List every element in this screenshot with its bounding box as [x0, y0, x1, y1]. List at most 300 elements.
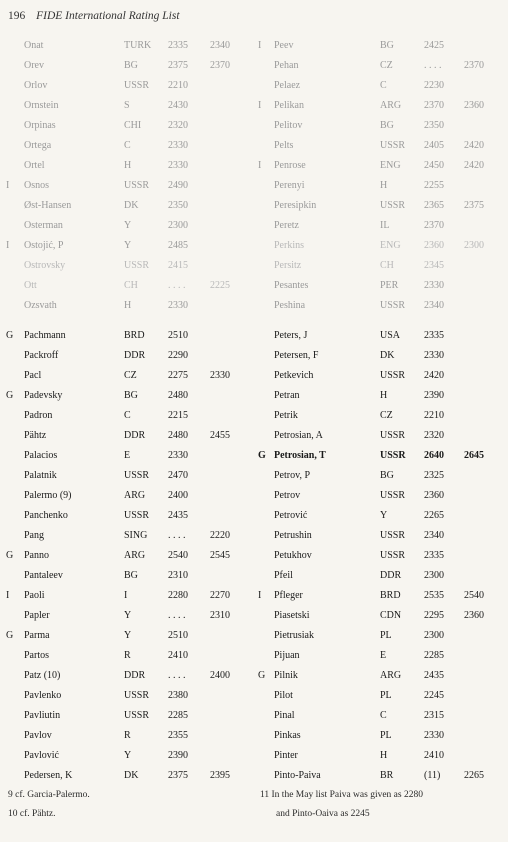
player-name: Panchenko [24, 510, 68, 521]
rating-row [258, 366, 504, 386]
rating-row [6, 566, 246, 586]
player-name: Padevsky [24, 390, 63, 401]
player-name: Pedersen, K [24, 770, 73, 781]
player-name: Pang [24, 530, 44, 541]
player-name: Pacl [24, 370, 42, 381]
player-title: G [6, 550, 14, 561]
rating-1: 2335 [424, 330, 444, 341]
player-country: USSR [380, 300, 406, 311]
player-name: Pavlov [24, 730, 52, 741]
rating-2: 2540 [464, 590, 484, 601]
footnote-11 [260, 786, 504, 824]
right-column [258, 36, 504, 786]
rating-row [258, 276, 504, 296]
rating-row [258, 196, 504, 216]
player-title: G [6, 330, 14, 341]
footnote-11-line1: 11 In the May list Paiva was given as 2280 [260, 790, 423, 800]
rating-row [6, 346, 246, 366]
player-country: H [124, 160, 132, 171]
rating-1: 2320 [168, 120, 188, 131]
player-name: Orpinas [24, 120, 56, 131]
player-country: BG [380, 470, 394, 481]
rating-row [6, 486, 246, 506]
rating-1: 2285 [424, 650, 444, 661]
player-country: BR [380, 770, 394, 781]
player-country: S [124, 100, 130, 111]
rating-row [6, 136, 246, 156]
rating-2: 2400 [210, 670, 230, 681]
rating-1: 2345 [424, 260, 444, 271]
rating-row [258, 406, 504, 426]
player-country: E [380, 650, 387, 661]
player-country: ENG [380, 240, 401, 251]
rating-2: 2300 [464, 240, 484, 251]
rating-1: 2330 [424, 350, 444, 361]
player-name: Pelitov [274, 120, 303, 131]
left-main-section [6, 326, 246, 786]
rating-row [258, 236, 504, 256]
rating-row [6, 666, 246, 686]
rating-row [6, 766, 246, 786]
rating-1: 2480 [168, 430, 188, 441]
page-number: 196 [8, 10, 26, 22]
rating-1: 2330 [168, 300, 188, 311]
player-title: G [258, 450, 266, 461]
player-name: Pinkas [274, 730, 301, 741]
player-country: USSR [124, 710, 150, 721]
rating-row [258, 506, 504, 526]
player-country: PL [380, 630, 392, 641]
rating-1: 2390 [424, 390, 444, 401]
rating-1: 2485 [168, 240, 188, 251]
player-country: PER [380, 280, 399, 291]
rating-row [258, 486, 504, 506]
rating-1: 2490 [168, 180, 188, 191]
player-name: Ostrovsky [24, 260, 66, 271]
player-name: Partos [24, 650, 49, 661]
rating-1: 2215 [168, 410, 188, 421]
player-country: ARG [380, 670, 402, 681]
player-country: Y [124, 610, 132, 621]
player-country: USSR [124, 180, 150, 191]
player-country: CZ [124, 370, 137, 381]
rating-2: 2395 [210, 770, 230, 781]
rating-row [258, 96, 504, 116]
rating-row [6, 706, 246, 726]
rating-1: . . . . [168, 670, 186, 681]
player-title: I [258, 40, 262, 51]
rating-1: 2370 [424, 220, 444, 231]
player-country: USSR [380, 450, 406, 461]
player-name: Pinter [274, 750, 298, 761]
rating-row [6, 546, 246, 566]
rating-1: 2415 [168, 260, 188, 271]
rating-1: 2405 [424, 140, 444, 151]
rating-1: 2425 [424, 40, 444, 51]
player-name: Pavlenko [24, 690, 62, 701]
rating-1: 2535 [424, 590, 444, 601]
rating-row [258, 646, 504, 666]
player-country: USSR [380, 490, 406, 501]
player-name: Peev [274, 40, 294, 51]
player-name: Petrushin [274, 530, 312, 541]
rating-row [6, 426, 246, 446]
player-name: Palermo (9) [24, 490, 72, 501]
rating-row [6, 296, 246, 316]
player-country: USSR [380, 530, 406, 541]
player-name: Peshina [274, 300, 306, 311]
player-name: Peters, J [274, 330, 308, 341]
player-country: H [124, 300, 132, 311]
player-name: Pelaez [274, 80, 301, 91]
player-title: I [6, 590, 10, 601]
player-country: CHI [124, 120, 142, 131]
player-country: C [380, 710, 387, 721]
player-country: H [380, 180, 388, 191]
player-country: CZ [380, 60, 393, 71]
player-name: Orev [24, 60, 44, 71]
rating-2: 2265 [464, 770, 484, 781]
rating-row [6, 256, 246, 276]
rating-1: 2265 [424, 510, 444, 521]
rating-row [6, 36, 246, 56]
player-country: I [124, 590, 128, 601]
rating-2: 2340 [210, 40, 230, 51]
rating-row [258, 36, 504, 56]
rating-row [258, 586, 504, 606]
rating-2: 2310 [210, 610, 230, 621]
player-name: Pehan [274, 60, 299, 71]
rating-1: 2245 [424, 690, 444, 701]
player-country: PL [380, 690, 392, 701]
rating-row [258, 136, 504, 156]
rating-1: 2390 [168, 750, 188, 761]
rating-1: 2330 [424, 730, 444, 741]
rating-1: 2400 [168, 490, 188, 501]
player-country: USSR [124, 80, 150, 91]
rating-2: 2375 [464, 200, 484, 211]
player-name: Padron [24, 410, 53, 421]
rating-1: (11) [424, 770, 441, 781]
rating-row [258, 606, 504, 626]
rating-row [6, 276, 246, 296]
rating-1: 2295 [424, 610, 444, 621]
left-faint-section [6, 36, 246, 316]
rating-2: 2360 [464, 610, 484, 621]
rating-1: 2280 [168, 590, 188, 601]
rating-row [6, 446, 246, 466]
rating-1: 2340 [424, 530, 444, 541]
rating-2: 2455 [210, 430, 230, 441]
player-name: Pavliutin [24, 710, 61, 721]
player-country: BG [124, 390, 138, 401]
player-name: Ortel [24, 160, 45, 171]
rating-1: 2230 [424, 80, 444, 91]
rating-row [258, 526, 504, 546]
rating-row [258, 766, 504, 786]
rating-row [258, 156, 504, 176]
player-country: H [380, 750, 388, 761]
player-name: Petrov [274, 490, 301, 501]
player-country: C [124, 410, 131, 421]
player-title: I [258, 160, 262, 171]
player-country: USSR [380, 200, 406, 211]
rating-row [6, 746, 246, 766]
rating-1: 2310 [168, 570, 188, 581]
player-name: Pilnik [274, 670, 298, 681]
player-title: I [6, 180, 10, 191]
player-name: Parma [24, 630, 50, 641]
player-country: BRD [380, 590, 401, 601]
rating-1: 2315 [424, 710, 444, 721]
player-title: G [6, 390, 14, 401]
player-name: Pavlović [24, 750, 59, 761]
player-country: ENG [380, 160, 401, 171]
rating-row [6, 726, 246, 746]
footnote-9: 9 cf. Garcia-Palermo. [8, 790, 90, 800]
rating-1: 2410 [424, 750, 444, 761]
player-country: IL [380, 220, 390, 231]
player-name: Orlov [24, 80, 48, 91]
rating-row [6, 216, 246, 236]
player-name: Perkins [274, 240, 304, 251]
player-name: Pelts [274, 140, 294, 151]
rating-1: 2430 [168, 100, 188, 111]
rating-row [258, 176, 504, 196]
player-country: DK [124, 770, 139, 781]
player-name: Pähtz [24, 430, 47, 441]
player-country: USA [380, 330, 401, 341]
rating-1: 2365 [424, 200, 444, 211]
rating-1: 2300 [424, 570, 444, 581]
rating-row [6, 606, 246, 626]
rating-row [258, 116, 504, 136]
player-name: Peretz [274, 220, 299, 231]
rating-1: 2540 [168, 550, 188, 561]
page-header [8, 10, 180, 22]
player-name: Piasetski [274, 610, 310, 621]
rating-row [258, 546, 504, 566]
rating-1: 2370 [424, 100, 444, 111]
rating-2: 2225 [210, 280, 230, 291]
player-country: PL [380, 730, 392, 741]
player-country: CH [124, 280, 138, 291]
rating-row [258, 566, 504, 586]
rating-row [258, 446, 504, 466]
rating-1: 2335 [424, 550, 444, 561]
rating-row [6, 626, 246, 646]
player-country: Y [124, 750, 132, 761]
player-name: Pesantes [274, 280, 309, 291]
page-title: FIDE International Rating List [36, 10, 180, 22]
rating-1: 2420 [424, 370, 444, 381]
rating-1: 2330 [168, 450, 188, 461]
rating-1: 2320 [424, 430, 444, 441]
player-country: DK [124, 200, 139, 211]
rating-2: 2220 [210, 530, 230, 541]
player-country: C [380, 80, 387, 91]
player-country: DDR [124, 350, 146, 361]
player-country: Y [380, 510, 388, 521]
player-name: Palatnik [24, 470, 57, 481]
player-country: CH [380, 260, 394, 271]
rating-1: 2435 [424, 670, 444, 681]
rating-row [258, 686, 504, 706]
player-name: Petersen, F [274, 350, 319, 361]
section-gap [6, 316, 246, 326]
footnote-10: 10 cf. Pähtz. [8, 809, 56, 819]
rating-row [6, 76, 246, 96]
rating-1: 2340 [424, 300, 444, 311]
player-name: Packroff [24, 350, 59, 361]
player-name: Pelikan [274, 100, 304, 111]
player-name: Petrović [274, 510, 308, 521]
rating-1: 2355 [168, 730, 188, 741]
player-name: Pietrusiak [274, 630, 314, 641]
player-name: Osnos [24, 180, 50, 191]
rating-1: 2275 [168, 370, 188, 381]
player-name: Pachmann [24, 330, 66, 341]
rating-row [6, 96, 246, 116]
rating-row [258, 746, 504, 766]
rating-row [6, 326, 246, 346]
player-name: Petran [274, 390, 300, 401]
player-country: Y [124, 240, 132, 251]
rating-1: 2510 [168, 330, 188, 341]
player-country: BG [124, 60, 138, 71]
player-name: Perenyi [274, 180, 305, 191]
rating-2: 2645 [464, 450, 484, 461]
player-name: Petrosian, T [274, 450, 326, 461]
rating-1: 2375 [168, 60, 188, 71]
rating-2: 2420 [464, 160, 484, 171]
rating-row [6, 176, 246, 196]
player-name: Petrov, P [274, 470, 311, 481]
rating-1: . . . . [424, 60, 442, 71]
player-title: G [6, 630, 14, 641]
player-country: C [124, 140, 131, 151]
rating-1: 2350 [424, 120, 444, 131]
rating-row [258, 76, 504, 96]
player-country: DDR [380, 570, 402, 581]
rating-1: 2330 [168, 140, 188, 151]
player-country: BG [124, 570, 138, 581]
player-title: I [258, 100, 262, 111]
player-name: Papler [24, 610, 50, 621]
player-country: BRD [124, 330, 145, 341]
rating-row [6, 366, 246, 386]
player-name: Ott [24, 280, 37, 291]
player-country: Y [124, 630, 132, 641]
rating-row [6, 686, 246, 706]
rating-1: 2410 [168, 650, 188, 661]
footnote-11-line2: and Pinto-Oaiva as 2245 [276, 809, 370, 819]
rating-row [6, 56, 246, 76]
rating-row [258, 466, 504, 486]
player-country: BG [380, 120, 394, 131]
player-country: SING [124, 530, 148, 541]
rating-1: 2375 [168, 770, 188, 781]
player-name: Pinto-Paiva [274, 770, 321, 781]
rating-1: 2330 [168, 160, 188, 171]
player-country: USSR [380, 370, 406, 381]
rating-1: 2330 [424, 280, 444, 291]
player-country: ARG [124, 550, 146, 561]
rating-row [258, 726, 504, 746]
rating-row [6, 406, 246, 426]
rating-1: . . . . [168, 530, 186, 541]
player-country: R [124, 730, 131, 741]
player-name: Patz (10) [24, 670, 61, 681]
rating-1: 2380 [168, 690, 188, 701]
rating-row [258, 216, 504, 236]
player-name: Ortega [24, 140, 52, 151]
rating-row [6, 156, 246, 176]
rating-row [258, 326, 504, 346]
right-faint-section [258, 36, 504, 316]
player-title: I [258, 590, 262, 601]
player-name: Pijuan [274, 650, 300, 661]
rating-1: 2470 [168, 470, 188, 481]
rating-1: 2335 [168, 40, 188, 51]
rating-2: 2360 [464, 100, 484, 111]
player-name: Onat [24, 40, 44, 51]
rating-1: 2360 [424, 490, 444, 501]
rating-2: 2270 [210, 590, 230, 601]
rating-1: 2480 [168, 390, 188, 401]
rating-row [6, 506, 246, 526]
rating-row [258, 426, 504, 446]
player-country: DDR [124, 670, 146, 681]
rating-row [6, 196, 246, 216]
rating-row [258, 56, 504, 76]
player-name: Persitz [274, 260, 302, 271]
player-name: Øst-Hansen [24, 200, 72, 211]
rating-row [258, 256, 504, 276]
player-country: DDR [124, 430, 146, 441]
rating-1: 2210 [168, 80, 188, 91]
rating-1: 2510 [168, 630, 188, 641]
player-name: Ozsvath [24, 300, 57, 311]
rating-row [258, 626, 504, 646]
player-name: Petukhov [274, 550, 312, 561]
player-name: Pfleger [274, 590, 303, 601]
rating-1: 2285 [168, 710, 188, 721]
player-country: TURK [124, 40, 152, 51]
player-name: Pfeil [274, 570, 293, 581]
rating-1: 2325 [424, 470, 444, 481]
rating-2: 2545 [210, 550, 230, 561]
player-name: Penrose [274, 160, 306, 171]
rating-1: 2300 [168, 220, 188, 231]
rating-row [6, 116, 246, 136]
player-title: I [6, 240, 10, 251]
player-name: Paoli [24, 590, 45, 601]
player-name: Pantaleev [24, 570, 63, 581]
player-country: CDN [380, 610, 402, 621]
right-main-section [258, 326, 504, 786]
rating-1: 2210 [424, 410, 444, 421]
rating-row [6, 586, 246, 606]
player-name: Peresipkin [274, 200, 317, 211]
player-title: G [258, 670, 266, 681]
player-name: Panno [24, 550, 49, 561]
rating-row [258, 296, 504, 316]
player-country: USSR [380, 430, 406, 441]
footnotes-left [8, 786, 90, 824]
player-country: CZ [380, 410, 393, 421]
rating-1: 2640 [424, 450, 444, 461]
